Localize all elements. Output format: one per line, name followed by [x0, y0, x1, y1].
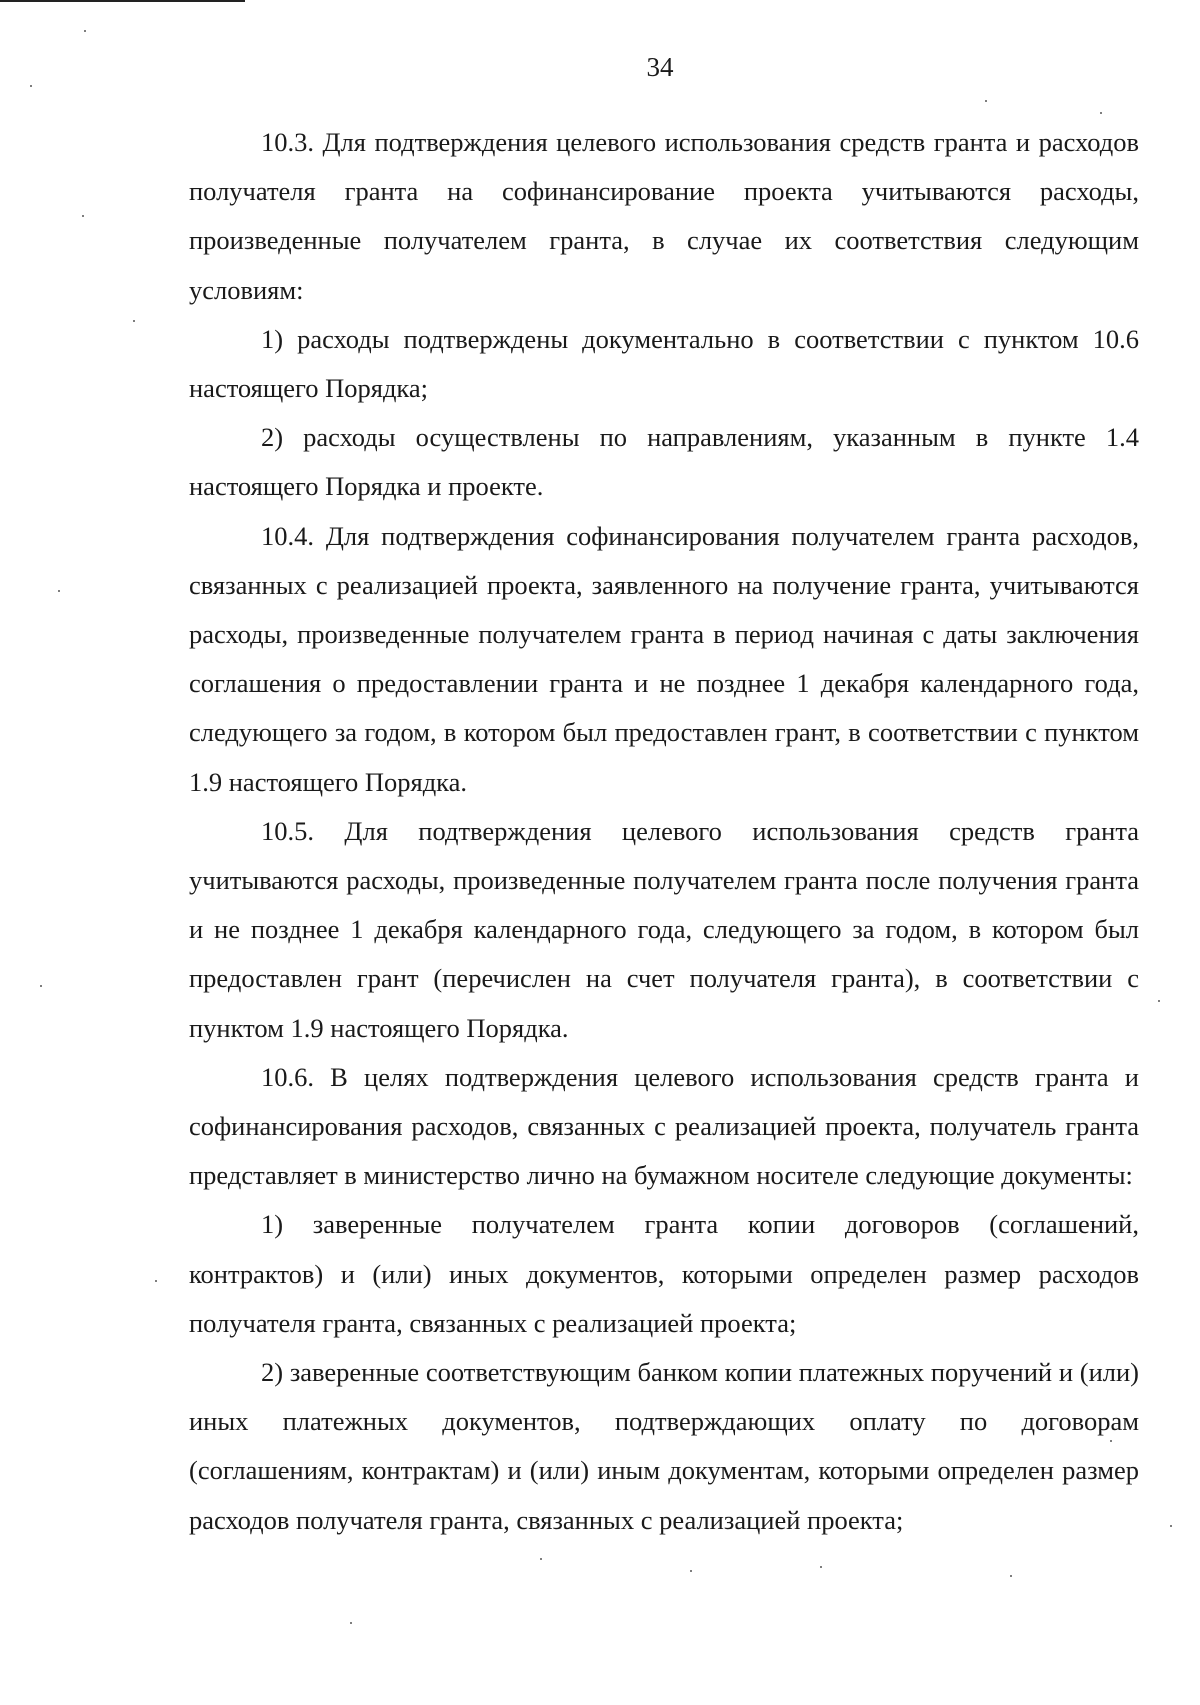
- scan-edge-line: [0, 0, 245, 2]
- paragraph-10-6-item-2: 2) заверенные соответствующим банком копии платежных поручений и (или) иных платежных документов, подтверждающих оплату по договорам (соглашениям, контрактам) и (или) иным документам, которыми определен размер расходов получателя гранта, связанных с реализацией проекта;: [189, 1357, 1139, 1535]
- scan-speck: [133, 320, 135, 322]
- scan-speck: [820, 1566, 822, 1568]
- scan-speck: [690, 1570, 692, 1572]
- scan-speck: [540, 1558, 542, 1560]
- scan-speck: [350, 1622, 352, 1624]
- scan-speck: [155, 1280, 157, 1282]
- paragraph-10-6: 10.6. В целях подтверждения целевого использования средств гранта и софинансирования расходов, связанных с реализацией проекта, получатель гранта представляет в министерство лично на бумажном носителе следующие документы:: [189, 1061, 1139, 1191]
- paragraph-10-3-item-2: 2) расходы осуществлены по направлениям, указанным в пункте 1.4 настоящего Порядка и проекте.: [189, 422, 1139, 502]
- paragraph-10-3-item-1: 1) расходы подтверждены документально в соответствии с пунктом 10.6 настоящего Порядка;: [189, 323, 1139, 404]
- scan-speck: [1110, 1440, 1112, 1442]
- paragraph-10-3: 10.3. Для подтверждения целевого использования средств гранта и расходов получателя гранта на софинансирование проекта учитываются расходы, произведенные получателем гранта, в случае их соответствия следующим условиям:: [189, 127, 1139, 305]
- paragraph-10-5: 10.5. Для подтверждения целевого использования средств гранта учитываются расходы, произведенные получателем гранта после получения гранта и не позднее 1 декабря календарного года, следующего за годом, в котором был предоставлен грант (перечислен на счет получателя гранта), в соответствии с пунктом 1.9 настоящего Порядка.: [189, 815, 1139, 1043]
- scan-speck: [1170, 1525, 1172, 1527]
- scan-speck: [40, 985, 42, 987]
- paragraph-10-4: 10.4. Для подтверждения софинансирования получателем гранта расходов, связанных с реализацией проекта, заявленного на получение гранта, учитываются расходы, произведенные получателем гранта в период начиная с даты заключения соглашения о предоставлении гранта и не позднее 1 декабря календарного года, следующего за годом, в котором был предоставлен грант, в соответствии с пунктом 1.9 настоящего Порядка.: [189, 520, 1139, 797]
- scan-speck: [1100, 112, 1102, 114]
- page-number: 34: [646, 52, 674, 82]
- scan-speck: [1158, 1000, 1160, 1002]
- scan-speck: [82, 215, 84, 217]
- scan-speck: [985, 100, 987, 102]
- document-body: [189, 118, 1139, 1545]
- paragraph-10-6-item-1: 1) заверенные получателем гранта копии договоров (соглашений, контрактов) и (или) иных документов, которыми определен размер расходов получателя гранта, связанных с реализацией проекта;: [189, 1209, 1139, 1338]
- scan-speck: [58, 590, 60, 592]
- scan-speck: [1010, 1575, 1012, 1577]
- scan-speck: [84, 30, 86, 32]
- scan-speck: [30, 85, 32, 87]
